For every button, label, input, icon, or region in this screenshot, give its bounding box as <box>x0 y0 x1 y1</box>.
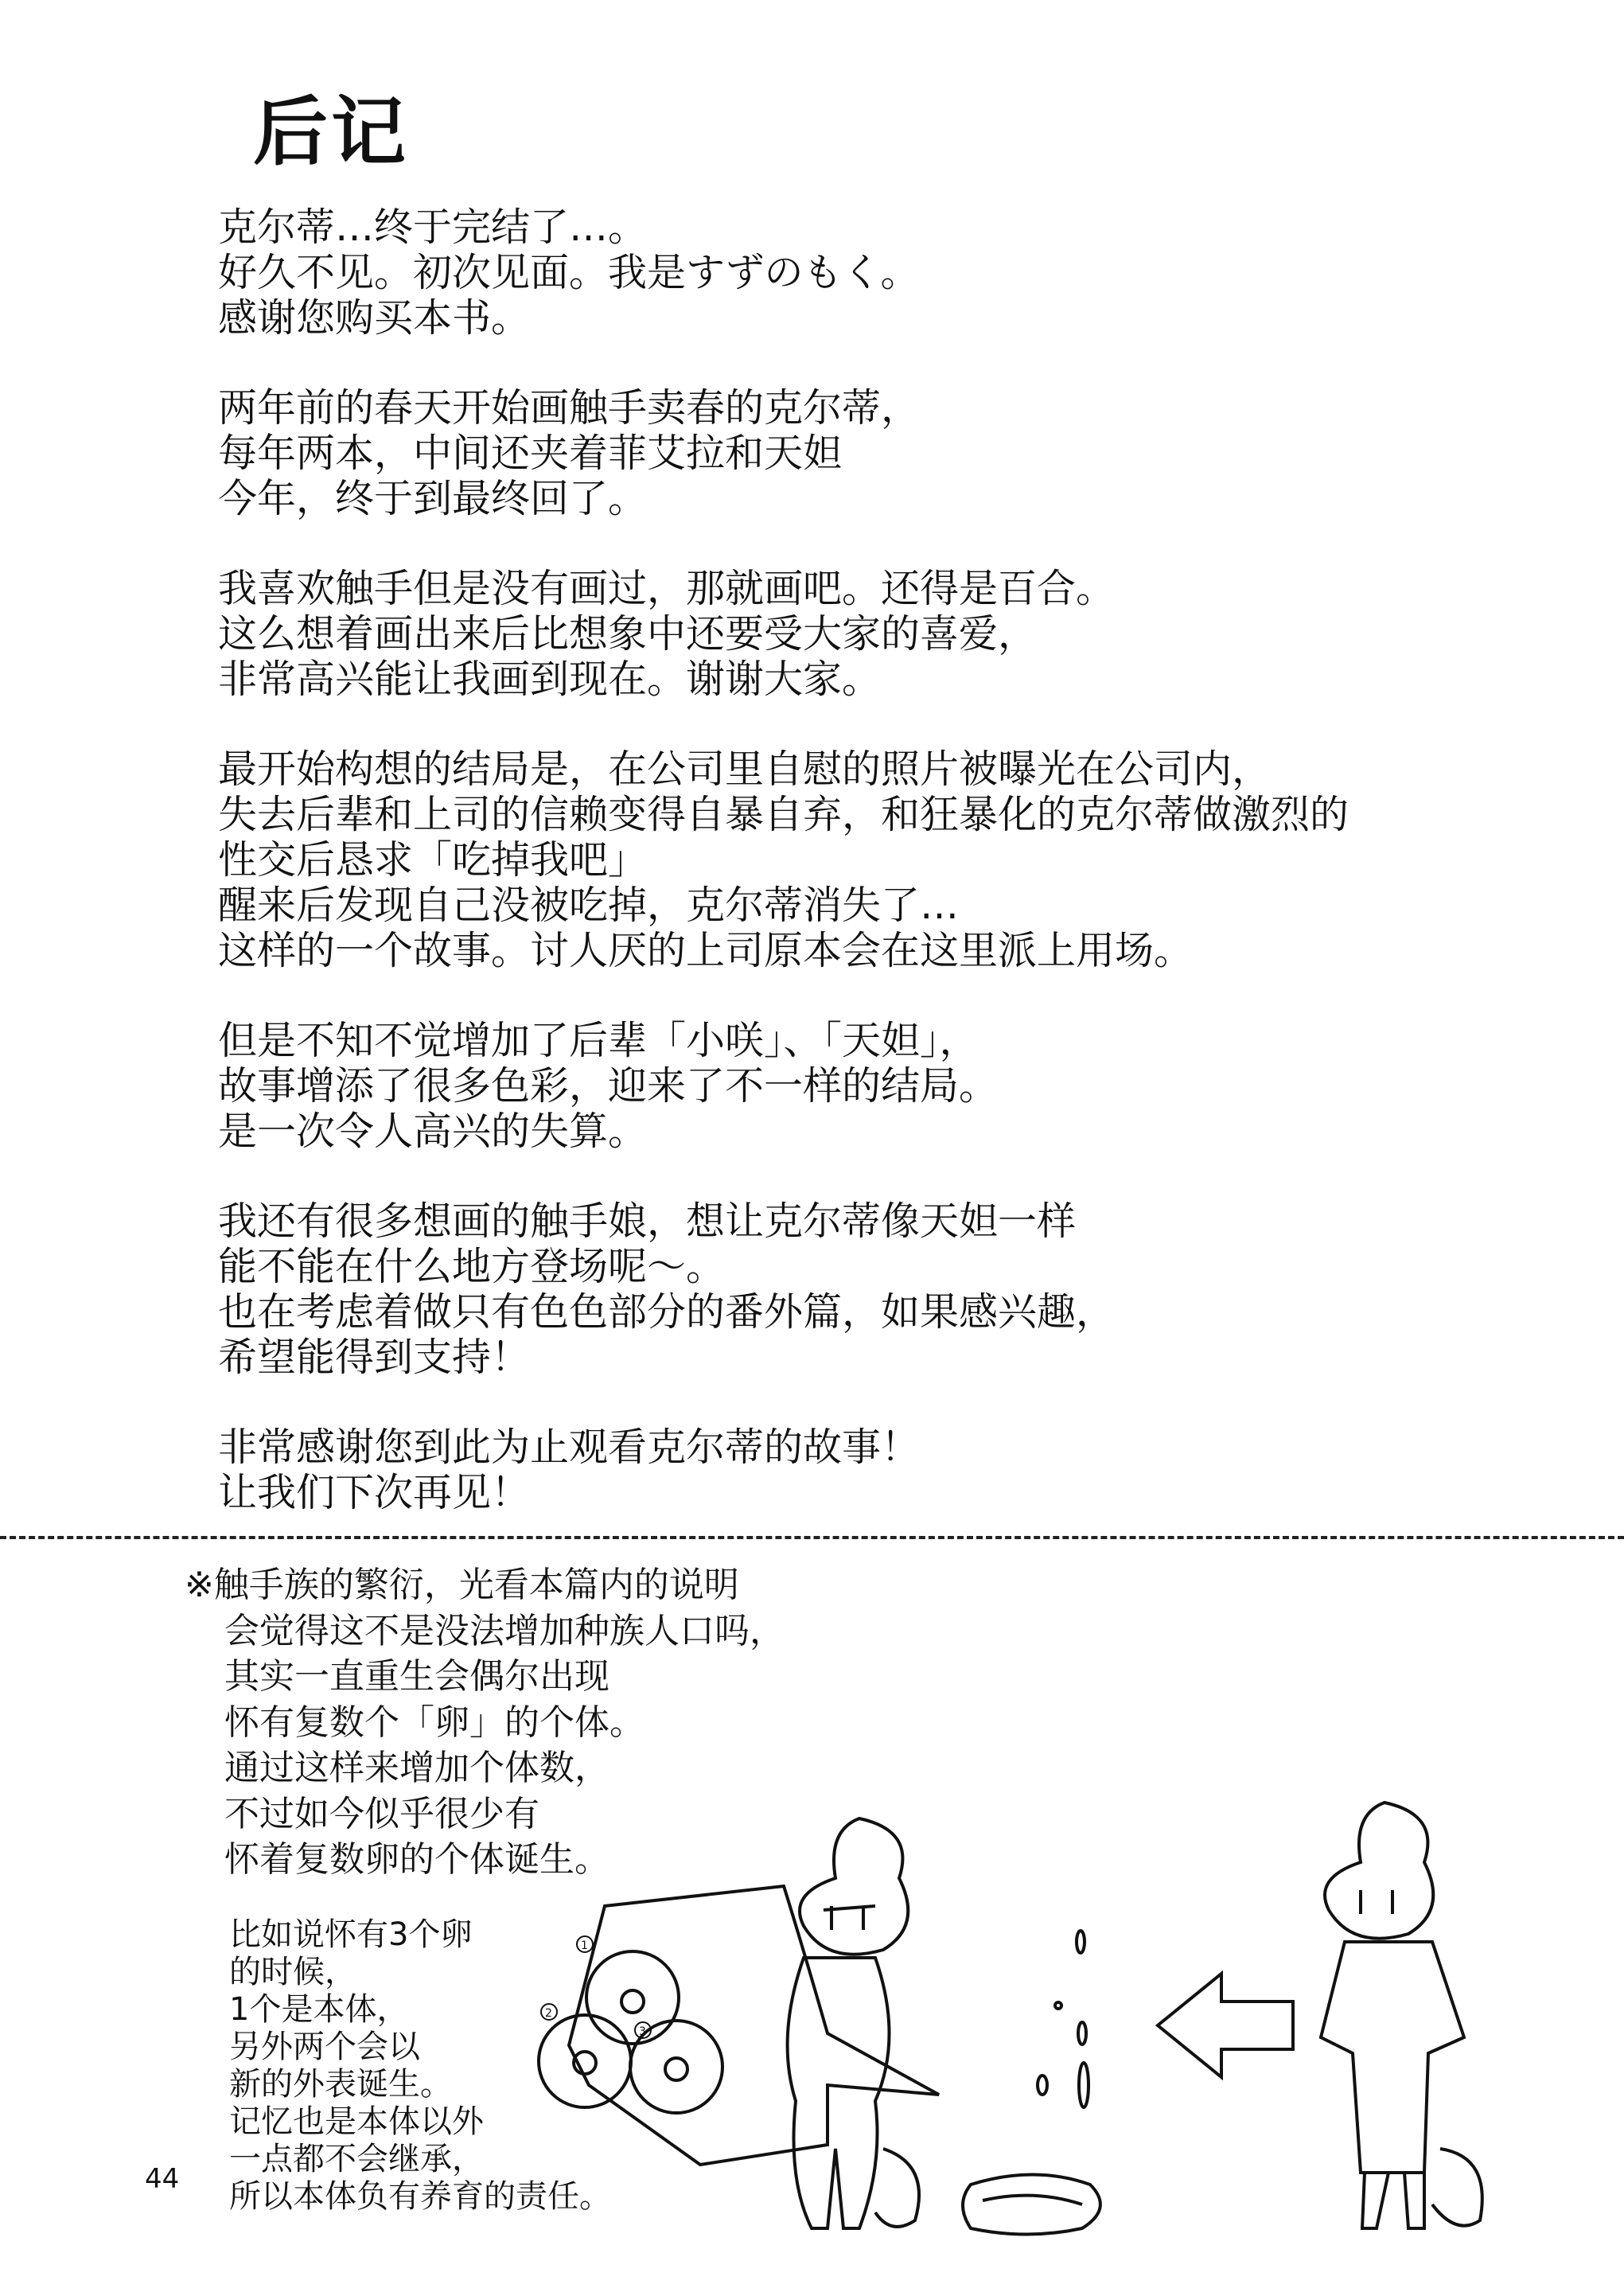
text-line: ※触手族的繁衍，光看本篇内的说明 <box>185 1565 739 1605</box>
text-line: 怀有复数个「卵」的个体。 <box>224 1701 645 1743</box>
text-line: 希望能得到支持！ <box>218 1335 531 1380</box>
text-line: 怀着复数卵的个体诞生。 <box>224 1839 609 1880</box>
text-line: 是一次令人高兴的失算。 <box>218 1109 648 1154</box>
egg-diagram-bubble <box>539 1886 939 2165</box>
text-line: 不过如今似乎很少有 <box>224 1793 539 1834</box>
text-line: 非常感谢您到此为止观看克尔蒂的故事！ <box>218 1425 921 1470</box>
text-line: 新的外表诞生。 <box>229 2066 452 2103</box>
text-line: 克尔蒂…终于完结了…。 <box>218 205 648 250</box>
page-number: 44 <box>145 2163 180 2195</box>
text-line: 我还有很多想画的触手娘，想让克尔蒂像天妲一样 <box>218 1199 1077 1244</box>
text-line: 但是不知不觉增加了后辈「小咲」、「天妲」， <box>218 1018 979 1063</box>
text-line: 这样的一个故事。讨人厌的上司原本会在这里派上用场。 <box>218 928 1194 973</box>
text-line: 感谢您购买本书。 <box>218 295 531 341</box>
text-line: 每年两本，中间还夹着菲艾拉和天妲 <box>218 431 843 476</box>
text-line: 我喜欢触手但是没有画过，那就画吧。还得是百合。 <box>218 566 1116 611</box>
egg-label: 1 <box>581 1939 588 1952</box>
text-line: 好久不见。初次见面。我是すずのもく。 <box>218 250 920 295</box>
text-line: 非常高兴能让我画到现在。谢谢大家。 <box>218 657 882 702</box>
text-line: 会觉得这不是没法增加种族人口吗， <box>224 1610 785 1651</box>
text-line: 通过这样来增加个体数， <box>224 1748 609 1788</box>
text-line: 能不能在什么地方登场呢～。 <box>218 1244 726 1289</box>
text-line: 另外两个会以 <box>229 2029 420 2065</box>
text-line: 所以本体负有养育的责任。 <box>229 2178 611 2215</box>
text-line: 故事增添了很多色彩，迎来了不一样的结局。 <box>218 1063 999 1109</box>
text-line: 比如说怀有3个卵 <box>229 1916 473 1953</box>
clothes-pile <box>963 1931 1100 2235</box>
text-line: 醒来后发现自己没被吃掉，克尔蒂消失了… <box>218 883 960 928</box>
text-line: 的时候， <box>229 1954 356 1990</box>
character-clothed <box>1321 1803 1482 2228</box>
text-line: 失去后辈和上司的信赖变得自暴自弃，和狂暴化的克尔蒂做激烈的 <box>218 792 1349 837</box>
text-line: 也在考虑着做只有色色部分的番外篇，如果感兴趣， <box>218 1289 1116 1335</box>
arrow-left-icon <box>1158 1974 1293 2077</box>
text-line: 这么想着画出来后比想象中还要受大家的喜爱， <box>218 611 1038 657</box>
text-line: 让我们下次再见！ <box>218 1470 531 1515</box>
egg-label: 3 <box>639 2025 646 2038</box>
text-line: 今年，终于到最终回了。 <box>218 476 648 521</box>
text-line: 其实一直重生会偶尔出现 <box>224 1656 609 1697</box>
character-nude <box>788 1818 919 2228</box>
text-line: 最开始构想的结局是，在公司里自慰的照片被曝光在公司内， <box>218 746 1272 792</box>
page-title: 后记 <box>253 89 410 176</box>
text-line: 1个是本体， <box>229 1991 409 2028</box>
text-line: 一点都不会继承， <box>229 2141 484 2177</box>
text-line: 性交后恳求「吃掉我吧」 <box>218 837 648 883</box>
text-line: 两年前的春天开始画触手卖春的克尔蒂， <box>218 385 921 431</box>
text-line: 记忆也是本体以外 <box>229 2103 484 2140</box>
egg-label: 2 <box>545 2007 552 2020</box>
